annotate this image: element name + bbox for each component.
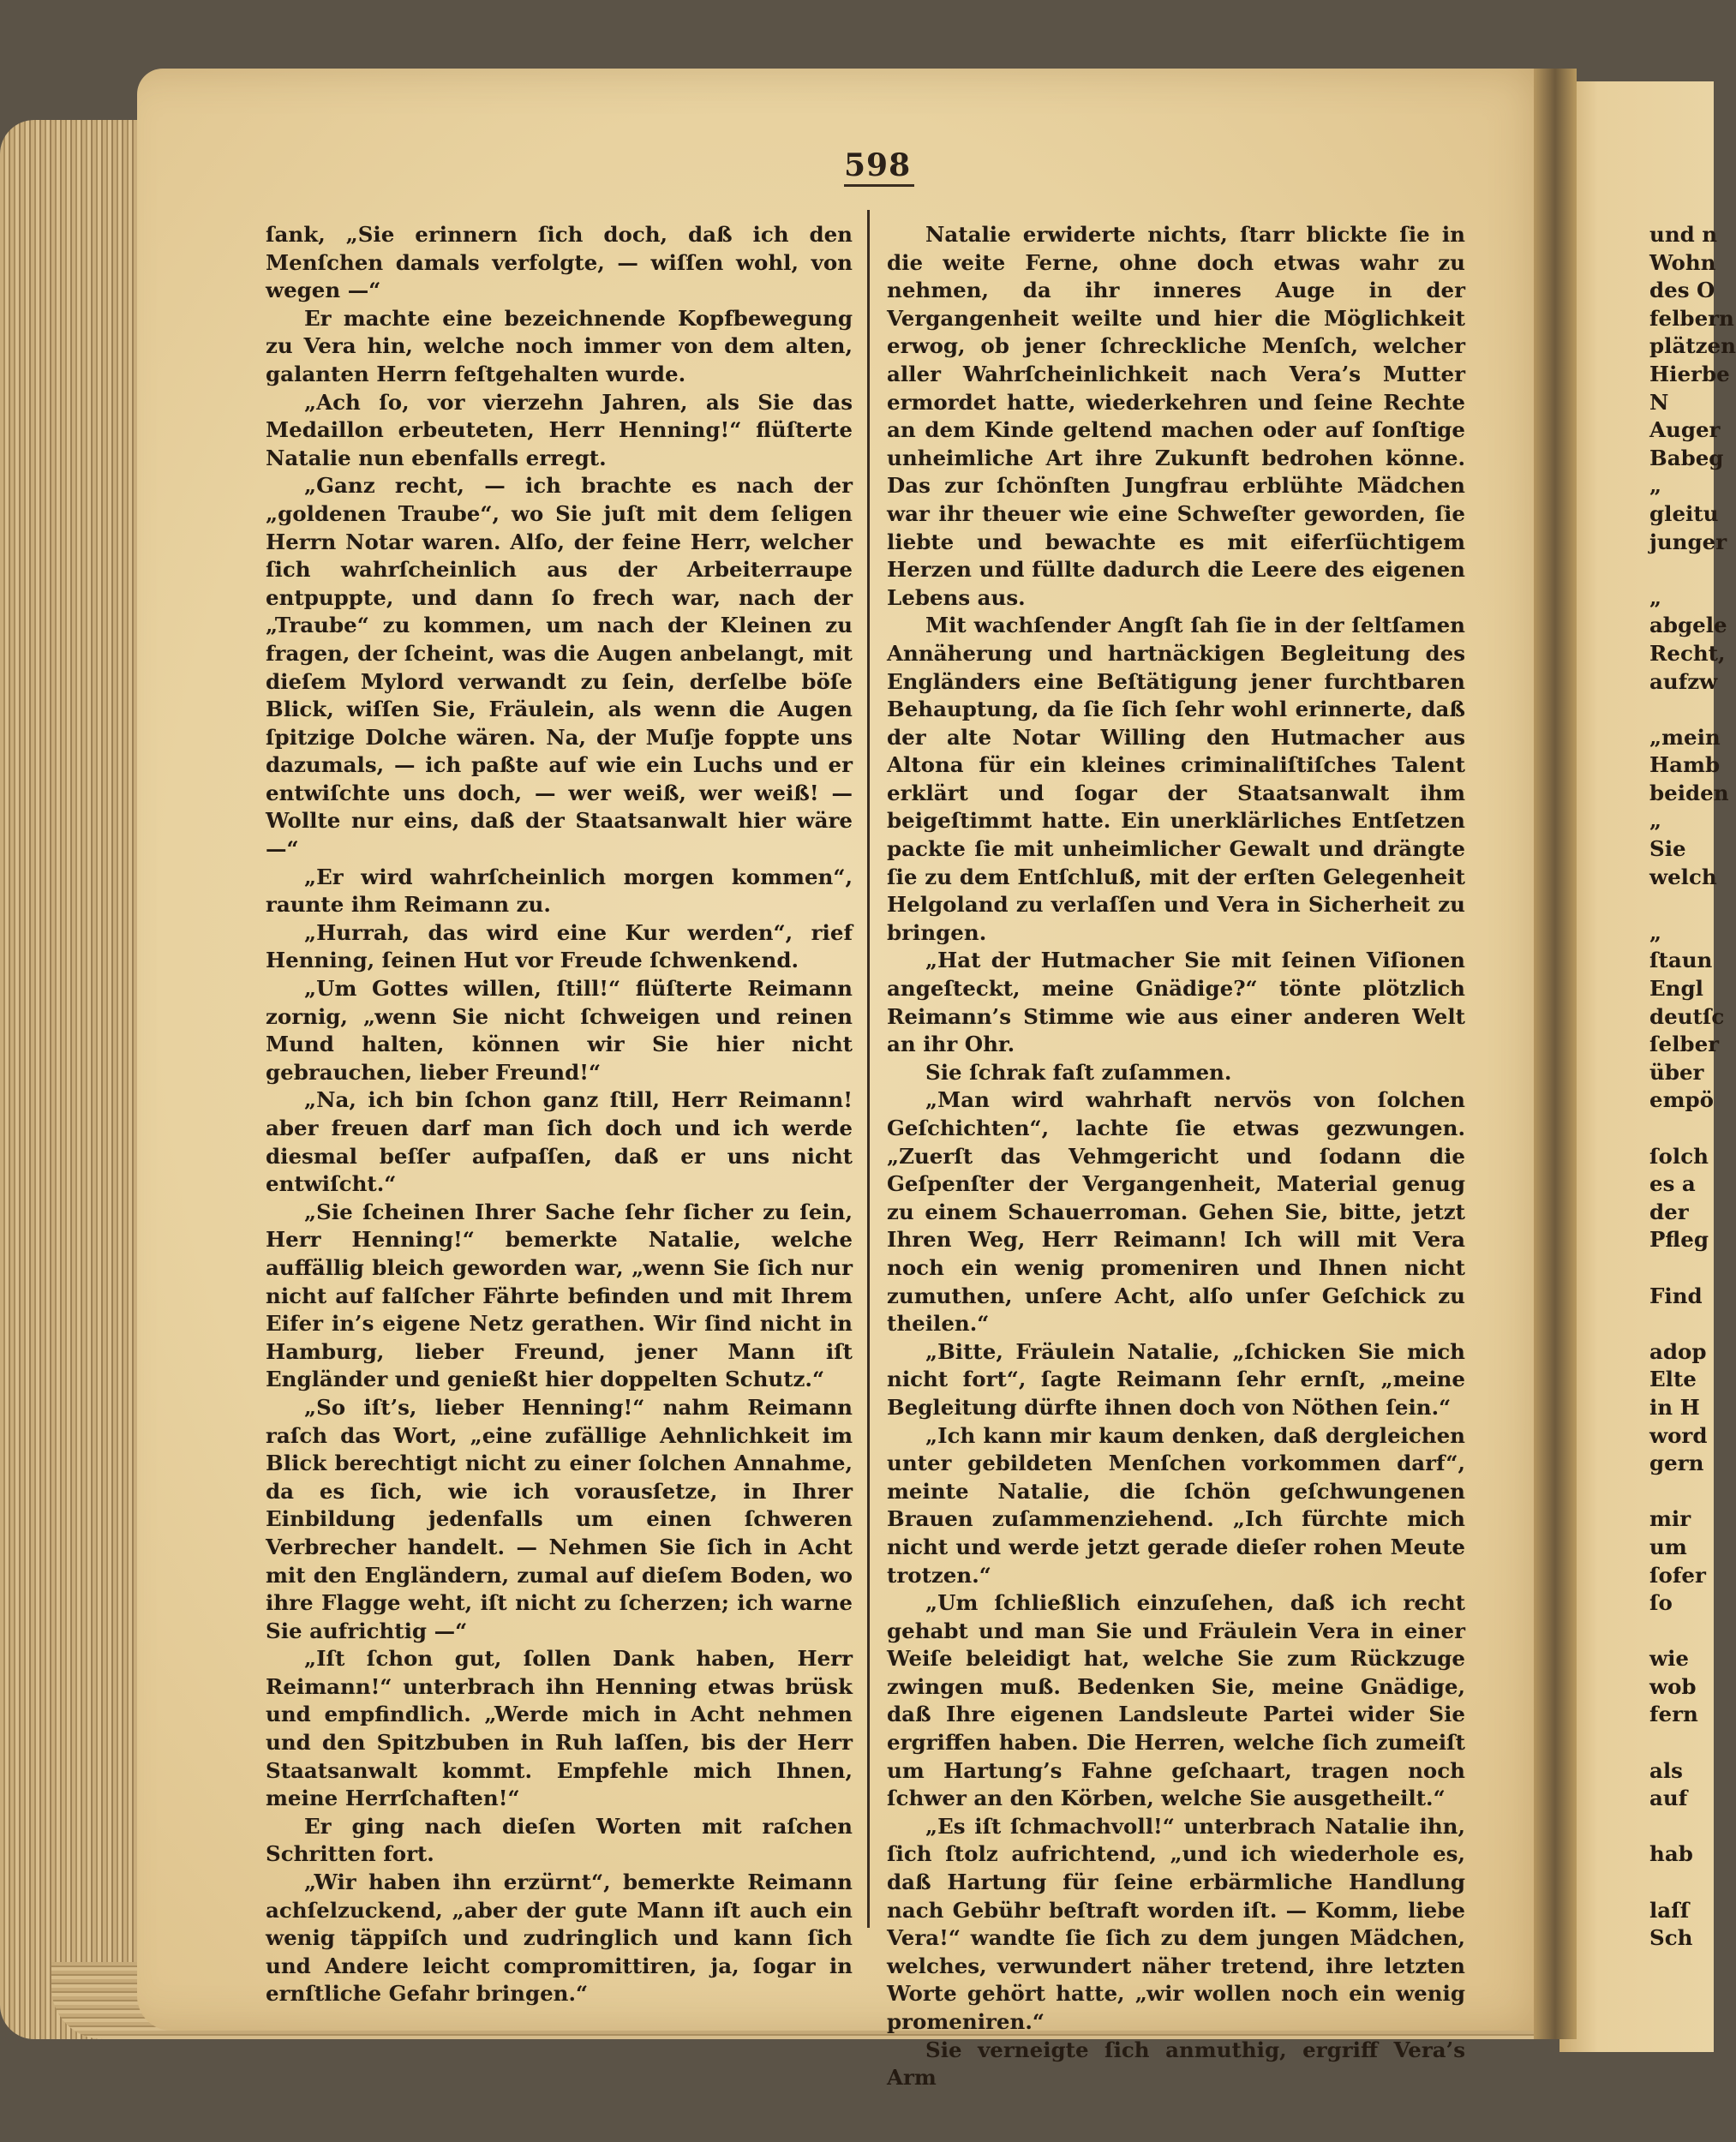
edge-fragment: wie [1649, 1646, 1689, 1672]
edge-fragment [1649, 1115, 1714, 1143]
left-column [266, 221, 853, 2008]
edge-fragment [1649, 1254, 1714, 1283]
edge-fragment: des O [1649, 278, 1715, 303]
edge-fragment: „ [1649, 473, 1662, 499]
paragraph: „Er wird wahrſcheinlich morgen kommen“, raunte ihm Reimann zu. [266, 864, 853, 918]
edge-fragment: junger [1649, 529, 1727, 554]
edge-fragment: Find [1649, 1283, 1703, 1308]
paragraph: „Um Gottes willen, ſtill!“ flüſterte Reimann zornig, „wenn Sie nicht ſchweigen und reinen Mund halten, können wir Sie hier nicht gebrauchen, lieber Freund!“ [266, 976, 853, 1085]
edge-fragment: ſo [1649, 1590, 1673, 1616]
edge-fragment: Engl [1649, 976, 1703, 1002]
edge-fragment: welch [1649, 864, 1717, 889]
edge-fragment: abgele [1649, 613, 1727, 638]
paragraph: „So iſt’s, lieber Henning!“ nahm Reimann raſch das Wort, „eine zufällige Aehnlichkeit im Blick berechtigt nicht zu einer ſolchen Annahme, da es ſich, wie ich vorausſetze, in Ihrer Einbildung jedenfalls um einen ſchweren Verbrecher handelt. — Nehmen Sie ſich in Acht mit den Engländern, zumal auf dieſem Boden, wo ihre Flagge weht, iſt nicht zu ſcherzen; ich warne Sie aufrichtig —“ [266, 1394, 853, 1643]
edge-fragment: auf [1649, 1786, 1688, 1811]
edge-fragment [1649, 1310, 1714, 1338]
edge-fragment [1649, 1869, 1714, 1897]
edge-fragment: Recht, [1649, 640, 1726, 666]
edge-fragment [1649, 696, 1714, 724]
edge-fragment: über [1649, 1059, 1704, 1085]
paragraph: „Man wird wahrhaft nervös von ſolchen Geſchichten“, lachte ſie etwas gezwungen. „Zuerſt das Vehmgericht und ſodann die Geſpenſter der Vergangenheit, Material genug zu einem Schauerroman. Gehen Sie, bitte, jetzt Ihren Weg, Herr Reimann! Ich will mit Vera noch ein wenig promeniren und Ihnen nicht zumuthen, unſere Acht, alſo unſer Geſchick zu theilen.“ [887, 1087, 1465, 1337]
edge-fragment: „ [1649, 584, 1662, 610]
edge-fragment [1649, 1478, 1714, 1506]
edge-fragment: „mein [1649, 724, 1721, 750]
edge-fragment: laſſ [1649, 1897, 1690, 1923]
paragraph: Sie ſchrak faſt zuſammen. [925, 1059, 1232, 1085]
paragraph: „Hurrah, das wird eine Kur werden“, rief Henning, ſeinen Hut vor Freude ſchwenkend. [266, 919, 853, 973]
edge-fragment: es a [1649, 1171, 1696, 1197]
edge-fragment: Babeg [1649, 445, 1724, 470]
edge-fragment: der [1649, 1199, 1689, 1224]
paragraph: „Um ſchließlich einzuſehen, daß ich recht gehabt und man Sie und Fräulein Vera in einer Weiſe beleidigt hat, welche Sie zum Rückzuge zwingen muß. Bedenken Sie, meine Gnädige, daß Ihre eigenen Landsleute Partei wider Sie ergriffen haben. Die Herren, welche ſich zumeiſt um Hartung’s Fahne geſchaart, tragen noch ſchwer an den Körben, welche Sie ausgetheilt.“ [887, 1590, 1465, 1811]
edge-fragment: als [1649, 1757, 1683, 1783]
edge-fragment: um [1649, 1534, 1687, 1559]
paragraph: „Hat der Hutmacher Sie mit ſeinen Viſionen angeſteckt, meine Gnädige?“ tönte plötzlich Reimann’s Stimme wie aus einer anderen Welt an ihr Ohr. [887, 948, 1465, 1057]
paragraph: Natalie erwiderte nichts, ſtarr blickte ſie in die weite Ferne, ohne doch etwas wahr zu nehmen, da ihr inneres Auge in der Vergangenheit weilte und hier die Möglichkeit erwog, ob jener ſchreckliche Menſch, welcher aller Wahrſcheinlichkeit nach Vera’s Mutter ermordet hatte, wiederkehren und ſeine Rechte an dem Kinde geltend machen oder auf ſonſtige unheimliche Art ihre Zukunft bedrohen könne. Das zur ſchönſten Jungfrau erblühte Mädchen war ihr theuer wie eine Schweſter geworden, ſie liebte und bewachte es mit eiferſüchtigem Herzen und füllte dadurch die Leere des eigenen Lebens aus. [887, 222, 1465, 610]
edge-fragment: beiden [1649, 780, 1729, 805]
column-divider [867, 210, 870, 1928]
edge-fragment: ſtaun [1649, 948, 1713, 973]
edge-fragment: deutſc [1649, 1003, 1725, 1029]
paragraph: „Ich kann mir kaum denken, daß dergleichen unter gebildeten Menſchen vorkommen darf“, meinte Natalie, die ſchön geſchwungenen Brauen zuſammenziehend. „Ich fürchte mich nicht und werde jetzt gerade dieſer rohen Meute trotzen.“ [887, 1422, 1465, 1588]
edge-fragment: ſofer [1649, 1562, 1706, 1588]
edge-fragment: „ [1649, 808, 1662, 834]
paragraph: „Wir haben ihn erzürnt“, bemerkte Reimann achſelzuckend, „aber der gute Mann iſt auch ein wenig täppiſch und zudringlich und kann ſich und Andere leicht compromittiren, ja, ſogar in ernſtliche Gefahr bringen.“ [266, 1870, 853, 2007]
paragraph: „Bitte, Fräulein Natalie, „ſchicken Sie mich nicht fort“, ſagte Reimann ſehr ernſt, „meine Begleitung dürfte ihnen doch von Nöthen ſein.“ [887, 1338, 1465, 1420]
edge-fragment: empö [1649, 1087, 1714, 1113]
edge-fragment: Wohn [1649, 249, 1716, 275]
edge-fragment [1649, 1618, 1714, 1646]
edge-fragment: gleitu [1649, 500, 1719, 526]
paragraph: „Sie ſcheinen Ihrer Sache ſehr ſicher zu ſein, Herr Henning!“ bemerkte Natalie, welche auffällig bleich geworden war, „wenn Sie ſich nur nicht auf falſcher Fährte befinden und mit Ihrem Eifer in’s eigene Netz gerathen. Wir ſind nicht in Hamburg, lieber Freund, jener Mann iſt Engländer und genießt hier doppelten Schutz.“ [266, 1199, 853, 1392]
edge-fragment: hab [1649, 1841, 1693, 1867]
page-number: 598 [844, 147, 912, 183]
paragraph: Mit wachſender Angſt ſah ſie in der ſeltſamen Annäherung und hartnäckigen Begleitung des Engländers eine Beſtätigung jener furchtbaren Behauptung, da ſie ſich ſehr wohl erinnerte, daß der alte Notar Willing den Hutmacher aus Altona für ein kleines criminaliſtiſches Talent erklärt und ſogar der Staatsanwalt ihm beigeſtimmt hatte. Ein unerklärliches Entſetzen packte ſie mit unheimlicher Gewalt und drängte ſie zu dem Entſchluß, mit der erſten Gelegenheit Helgoland zu verlaſſen und Vera in Sicherheit zu bringen. [887, 613, 1465, 945]
book-gutter [1534, 69, 1577, 2039]
edge-fragment: adop [1649, 1338, 1707, 1364]
edge-fragment: fern [1649, 1702, 1698, 1727]
header-rule [844, 184, 914, 187]
edge-fragment: ſelber [1649, 1032, 1720, 1057]
edge-fragment: und n [1649, 222, 1718, 247]
edge-fragment: Hierbe [1649, 361, 1730, 386]
next-page-text-fragments [1649, 221, 1736, 1953]
paragraph: „Ganz recht, — ich brachte es nach der „goldenen Traube“, wo Sie juſt mit dem ſeligen Herrn Notar waren. Alſo, der feine Herr, welcher ſich wahrſcheinlich aus der Arbeiterraupe entpuppte, und dann ſo frech war, nach der „Traube“ zu kommen, um nach der Kleinen zu fragen, der ſcheint, was die Augen anbelangt, mit dieſem Mylord verwandt zu ſein, derſelbe böſe Blick, wiſſen Sie, Fräulein, als wenn die Augen ſpitzige Dolche wären. Na, der Muſje foppte uns dazumals, — ich paßte auf wie ein Luchs und er entwiſchte uns doch, — wer weiß, wer weiß! — Wollte nur eins, daß der Staatsanwalt hier wäre —“ [266, 473, 853, 862]
edge-fragment: Auger [1649, 417, 1721, 443]
edge-fragment: aufzw [1649, 668, 1718, 694]
edge-fragment: ſolch [1649, 1143, 1709, 1169]
paragraph: ſank, „Sie erinnern ſich doch, daß ich den Menſchen damals verfolgte, — wiſſen wohl, von wegen —“ [266, 222, 853, 303]
edge-fragment: Sie [1649, 836, 1686, 862]
paragraph: Sie verneigte ſich anmuthig, ergriff Vera’s Arm [887, 2037, 1465, 2091]
edge-fragment: Sch [1649, 1925, 1693, 1951]
edge-fragment: mir [1649, 1506, 1691, 1532]
edge-fragment: N [1649, 389, 1669, 415]
paragraph: „Na, ich bin ſchon ganz ſtill, Herr Reimann! aber freuen darf man ſich doch und ich werde diesmal beſſer aufpaſſen, daß er uns nicht entwiſcht.“ [266, 1087, 853, 1197]
edge-fragment: word [1649, 1422, 1708, 1448]
edge-fragment: in H [1649, 1394, 1700, 1420]
paragraph: „Ach ſo, vor vierzehn Jahren, als Sie das Medaillon erbeuteten, Herr Henning!“ flüſterte Natalie nun ebenfalls erregt. [266, 389, 853, 470]
paragraph: Er machte eine bezeichnende Kopfbewegung zu Vera hin, welche noch immer von dem alten, galanten Herrn feſtgehalten wurde. [266, 305, 853, 386]
edge-fragment: wob [1649, 1673, 1697, 1699]
edge-fragment: felbern [1649, 305, 1734, 331]
paragraph: Er ging nach dieſen Worten mit raſchen Schritten fort. [266, 1813, 853, 1867]
edge-fragment: Pfleg [1649, 1227, 1709, 1253]
edge-fragment: plätzen [1649, 333, 1736, 359]
edge-fragment: gern [1649, 1451, 1704, 1476]
edge-fragment [1649, 1813, 1714, 1841]
right-column [887, 221, 1465, 2092]
edge-fragment: Elte [1649, 1367, 1697, 1392]
edge-fragment [1649, 556, 1714, 584]
edge-fragment [1649, 891, 1714, 919]
edge-fragment [1649, 1729, 1714, 1757]
edge-fragment: Hamb [1649, 752, 1721, 778]
paragraph: „Iſt ſchon gut, ſollen Dank haben, Herr Reimann!“ unterbrach ihn Henning etwas brüsk und empfindlich. „Werde mich in Acht nehmen und den Spitzbuben in Ruh laſſen, bis der Herr Staatsanwalt kommt. Empfehle mich Ihnen, meine Herrſchaften!“ [266, 1646, 853, 1811]
edge-fragment: „ [1649, 919, 1662, 945]
paragraph: „Es iſt ſchmachvoll!“ unterbrach Natalie ihn, ſich ſtolz aufrichtend, „und ich wiederhole es, daß Hartung für ſeine erbärmliche Handlung nach Gebühr beſtraft worden iſt. — Komm, liebe Vera!“ wandte ſie ſich zu dem jungen Mädchen, welches, verwundert näher tretend, ihre letzten Worte gehört hatte, „wir wollen noch ein wenig promeniren.“ [887, 1813, 1465, 2034]
